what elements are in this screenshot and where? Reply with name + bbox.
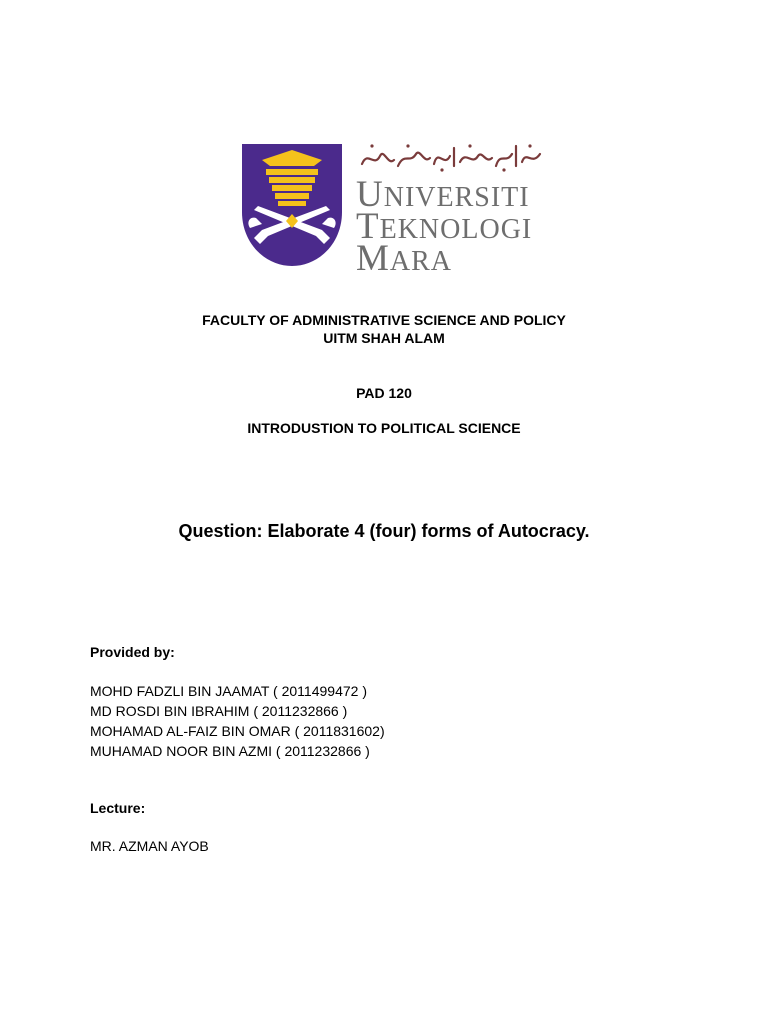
member-item: MD ROSDI BIN IBRAHIM ( 2011232866 ) (90, 703, 348, 719)
member-item: MUHAMAD NOOR BIN AZMI ( 2011232866 ) (90, 743, 370, 759)
assignment-question: Question: Elaborate 4 (four) forms of Autocracy. (178, 521, 590, 541)
logo-line-universiti: UNIVERSITI (356, 174, 530, 215)
lecturer-name: MR. AZMAN AYOB (90, 838, 209, 854)
faculty-name: FACULTY OF ADMINISTRATIVE SCIENCE AND POLICY (202, 312, 566, 328)
logo-line-mara: MARA (356, 238, 453, 279)
member-item: MOHAMAD AL-FAIZ BIN OMAR ( 2011831602) (90, 723, 385, 739)
uitm-wordmark (356, 140, 550, 279)
campus-name: UITM SHAH ALAM (323, 330, 445, 346)
jawi-script-logo (358, 142, 544, 172)
lecture-label: Lecture: (90, 800, 146, 816)
uitm-crest-icon (240, 142, 344, 268)
member-list (90, 681, 385, 761)
logo-line-teknologi: TEKNOLOGI (356, 206, 533, 247)
member-item: MOHD FADZLI BIN JAAMAT ( 2011499472 ) (90, 683, 367, 699)
course-code: PAD 120 (356, 385, 412, 401)
course-name: INTRODUSTION TO POLITICAL SCIENCE (247, 420, 521, 436)
provided-by-label: Provided by: (90, 644, 175, 660)
uitm-logo (240, 140, 550, 279)
